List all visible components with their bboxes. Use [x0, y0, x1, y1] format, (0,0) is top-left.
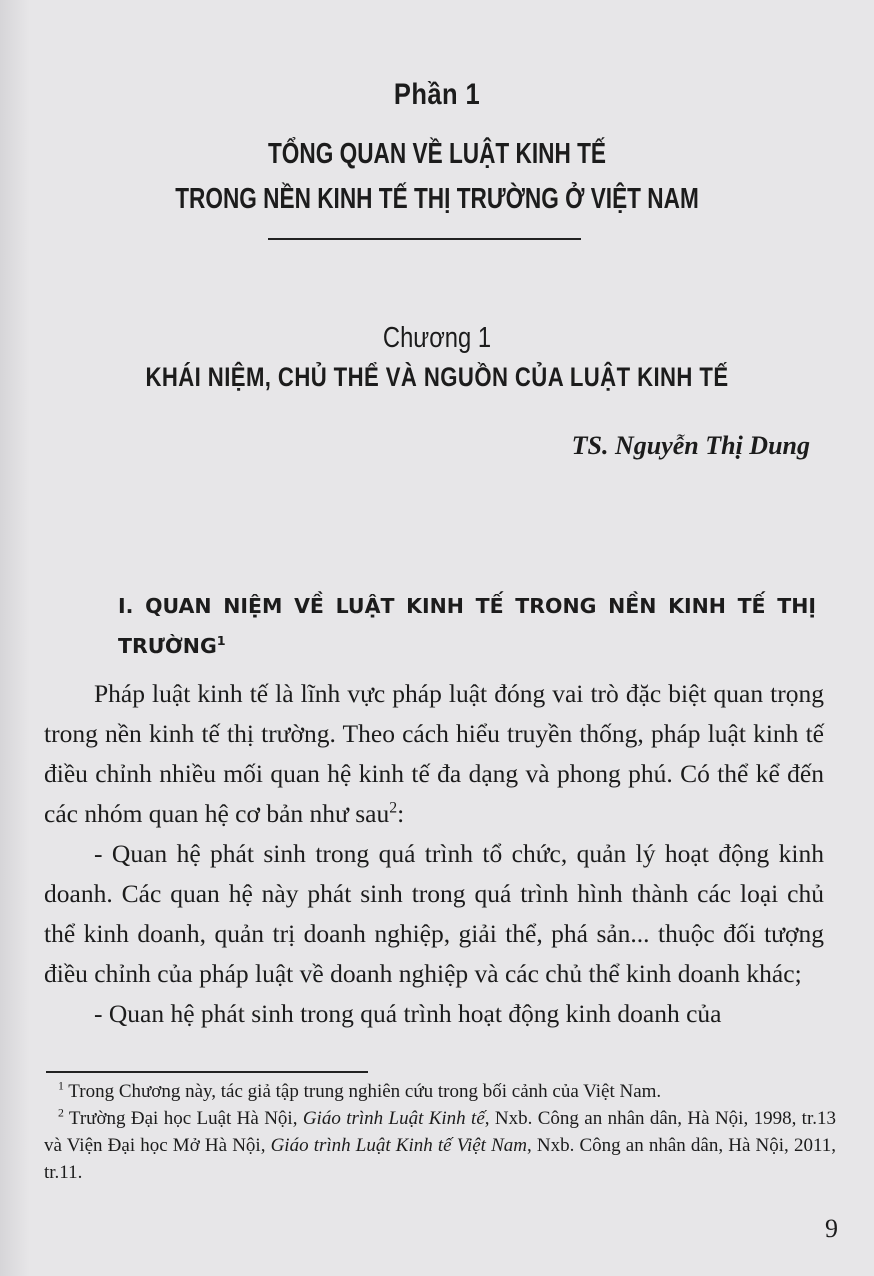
title-divider	[268, 238, 581, 240]
page-number: 9	[825, 1214, 838, 1243]
section-heading	[118, 586, 816, 666]
footnote-2-text-e: , Nxb. Công an nhân dân, Hà Nội, 2011, tr.11.	[44, 1135, 836, 1183]
footnote-2-text-c: , Nxb. Công an nhân dân, Hà Nội, 1998, tr.13 và Viện Đại học Mở Hà Nội,	[44, 1108, 836, 1156]
footnote-1	[44, 1078, 836, 1105]
paragraph-intro	[44, 674, 824, 834]
footnote-2-book-title-1: Giáo trình Luật Kinh tế	[302, 1108, 485, 1129]
part-label: Phần 1	[393, 78, 481, 111]
footnote-divider	[46, 1071, 368, 1073]
footnote-ref-2: 2	[389, 799, 398, 817]
paragraph-list-item-2: - Quan hệ phát sinh trong quá trình hoạt động kinh doanh của	[94, 999, 722, 1028]
footnotes	[44, 1078, 836, 1186]
page-gutter-shadow	[0, 0, 30, 1276]
part-title-line-1: TỔNG QUAN VỀ LUẬT KINH TẾ	[267, 138, 607, 170]
chapter-title: KHÁI NIỆM, CHỦ THỂ VÀ NGUỒN CỦA LUẬT KINH TẾ	[145, 362, 729, 392]
paragraph-intro-text: Pháp luật kinh tế là lĩnh vực pháp luật đóng vai trò đặc biệt quan trọng trong nền kinh tế thị trường. Theo cách hiểu truyền thống, pháp luật kinh tế điều chỉnh nhiều mối quan hệ kinh tế đa dạng và phong phú. Có thể kể đến các nhóm quan hệ cơ bản như sau	[44, 679, 824, 828]
footnote-1-mark: 1	[58, 1079, 64, 1093]
chapter-label: Chương 1	[382, 322, 492, 354]
footnote-2-mark: 2	[58, 1106, 64, 1120]
paragraph-intro-end: :	[397, 799, 405, 828]
chapter-author: TS. Nguyễn Thị Dung	[571, 431, 810, 460]
body-text	[44, 674, 824, 1034]
footnote-1-text: Trong Chương này, tác giả tập trung nghiên cứu trong bối cảnh của Việt Nam.	[63, 1081, 662, 1102]
paragraph-list-item-1: - Quan hệ phát sinh trong quá trình tổ chức, quản lý hoạt động kinh doanh. Các quan hệ này phát sinh trong quá trình hình thành các loại chủ thể kinh doanh, quản trị doanh nghiệp, giải thể, phá sản... thuộc đối tượng điều chỉnh của pháp luật về doanh nghiệp và các chủ thể kinh doanh khác;	[44, 839, 824, 988]
footnote-2	[44, 1105, 836, 1186]
footnote-2-text-a: Trường Đại học Luật Hà Nội,	[63, 1108, 303, 1129]
part-title-line-2: TRONG NỀN KINH TẾ THỊ TRƯỜNG Ở VIỆT NAM	[175, 183, 699, 215]
section-heading-text: I. QUAN NIỆM VỀ LUẬT KINH TẾ TRONG NỀN KINH TẾ THỊ TRƯỜNG	[118, 594, 816, 658]
footnote-ref-1: 1	[216, 633, 226, 649]
footnote-2-book-title-2: Giáo trình Luật Kinh tế Việt Nam	[270, 1135, 527, 1156]
